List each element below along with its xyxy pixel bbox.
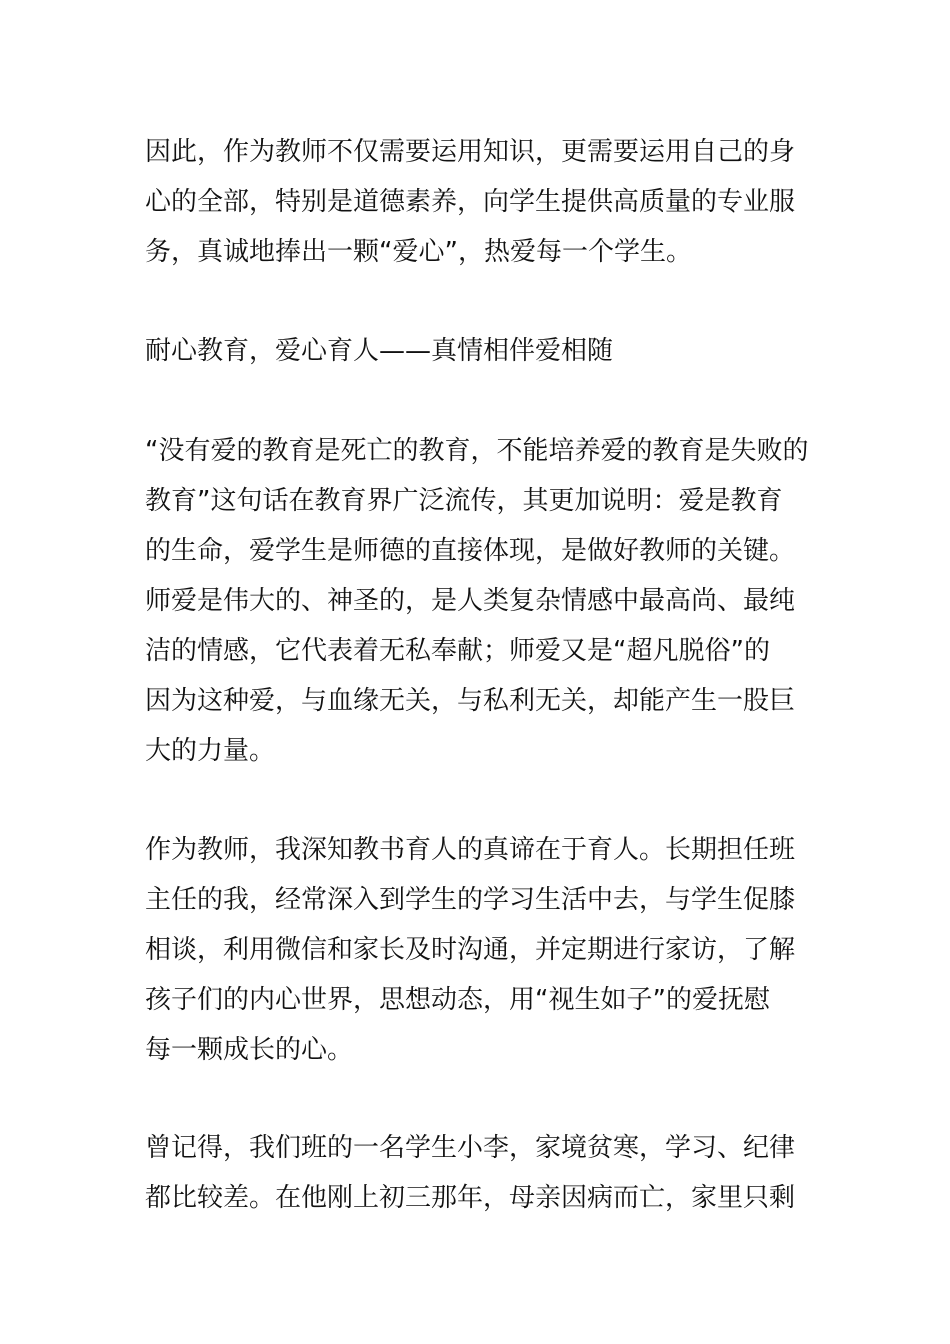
paragraph-student-story	[145, 1123, 825, 1223]
text-line: 的生命，爱学生是师德的直接体现，是做好教师的关键。	[145, 536, 796, 566]
text-line: 每一颗成长的心。	[145, 1035, 354, 1065]
paragraph-love-education	[145, 426, 825, 776]
text-line: 因为这种爱，与血缘无关，与私利无关，却能产生一股巨	[145, 686, 796, 716]
paragraph-head-teacher	[145, 825, 825, 1075]
text-line: 孩子们的内心世界，思想动态，用“视生如子”的爱抚慰	[145, 985, 770, 1015]
text-line: 都比较差。在他刚上初三那年，母亲因病而亡，家里只剩	[145, 1183, 796, 1213]
text-line: 因此，作为教师不仅需要运用知识，更需要运用自己的身	[145, 137, 796, 167]
text-line: 主任的我，经常深入到学生的学习生活中去，与学生促膝	[145, 885, 796, 915]
text-line: 大的力量。	[145, 736, 276, 766]
text-line: 洁的情感，它代表着无私奉献；师爱又是“超凡脱俗”的	[145, 636, 770, 666]
section-heading	[145, 326, 825, 376]
heading-line: 耐心教育，爱心育人——真情相伴爱相随	[145, 336, 614, 366]
paragraph-teacher-love	[145, 127, 825, 277]
text-line: 曾记得，我们班的一名学生小李，家境贫寒，学习、纪律	[145, 1133, 796, 1163]
text-line: 师爱是伟大的、神圣的，是人类复杂情感中最高尚、最纯	[145, 586, 796, 616]
text-line: 作为教师，我深知教书育人的真谛在于育人。长期担任班	[145, 835, 796, 865]
text-line: 教育”这句话在教育界广泛流传，其更加说明：爱是教育	[145, 486, 783, 516]
text-line: “没有爱的教育是死亡的教育，不能培养爱的教育是失败的	[145, 436, 809, 466]
text-line: 相谈，利用微信和家长及时沟通，并定期进行家访，了解	[145, 935, 796, 965]
text-line: 务，真诚地捧出一颗“爱心”，热爱每一个学生。	[145, 237, 692, 267]
text-line: 心的全部，特别是道德素养，向学生提供高质量的专业服	[145, 187, 796, 217]
